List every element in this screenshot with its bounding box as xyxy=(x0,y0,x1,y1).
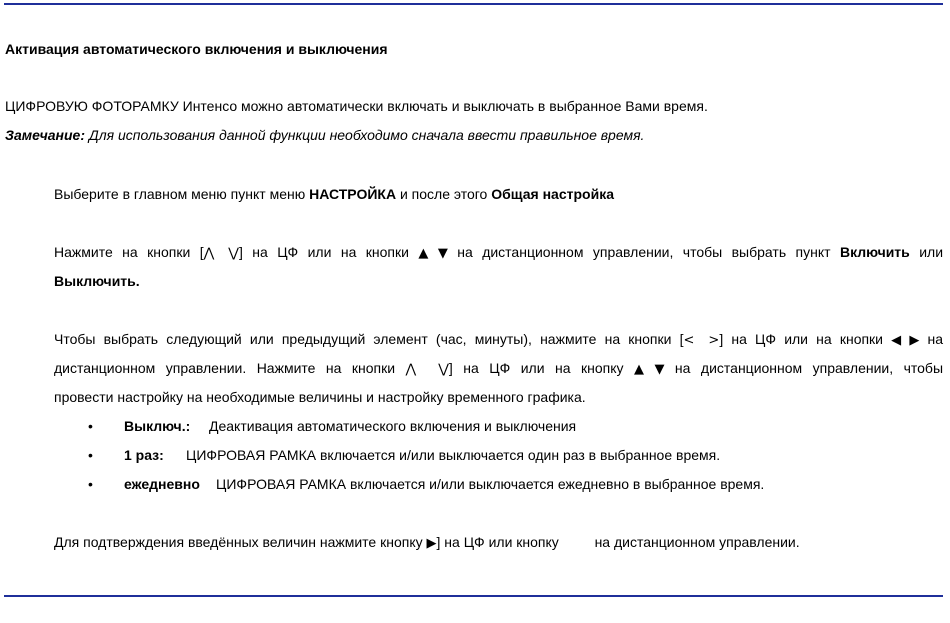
step2-text-a: Нажмите на кнопки [ xyxy=(54,244,204,260)
step3-text-b: ] на ЦФ или на кнопки xyxy=(719,331,892,347)
option-description: ЦИФРОВАЯ РАМКА включается и/или выключается ежедневно в выбранное время. xyxy=(216,476,765,492)
step3-text-e: ] на ЦФ или на кнопку xyxy=(448,360,634,376)
step2-text-d: или xyxy=(909,244,944,260)
bottom-divider xyxy=(4,595,943,597)
down-triangle-icon: ▼ xyxy=(654,362,665,377)
option-off-label: Выключить. xyxy=(54,273,140,289)
step3-text-d: дистанционном управлении. Нажмите на кнопки xyxy=(54,360,406,376)
step4-text-a: Для подтверждения введённых величин нажмите кнопку xyxy=(54,534,427,550)
step4-text-b: ] на ЦФ или кнопку xyxy=(436,534,563,550)
section-heading: Активация автоматического включения и выключения xyxy=(5,41,388,57)
option-term: 1 раз: xyxy=(124,447,164,463)
bullet-icon: • xyxy=(88,447,93,463)
up-triangle-icon: ▲ xyxy=(633,362,644,377)
right-triangle-icon: ▶ xyxy=(909,333,920,348)
step-select-settings xyxy=(54,180,943,209)
left-triangle-icon: ◀ xyxy=(891,333,902,348)
intro-paragraph: ЦИФРОВУЮ ФОТОРАМКУ Интенсо можно автоматически включать и выключать в выбранное Вами время. xyxy=(5,98,708,114)
down-chevron-icon: ⋁ xyxy=(228,246,239,261)
up-chevron-icon: ⋀ xyxy=(405,362,417,377)
left-chevron-icon: < xyxy=(683,333,695,348)
top-divider xyxy=(4,3,943,5)
note-text: Для использования данной функции необходимо сначала ввести правильное время. xyxy=(84,127,645,143)
step3-text-f: на дистанционном управлении, чтобы xyxy=(664,360,944,376)
step1-text-middle: и после этого xyxy=(396,186,492,202)
note-label: Замечание: xyxy=(5,127,85,143)
menu-settings-label: НАСТРОЙКА xyxy=(309,186,397,202)
step2-line-1 xyxy=(54,238,943,267)
note-paragraph xyxy=(5,126,644,144)
list-item xyxy=(88,412,764,441)
bullet-icon: • xyxy=(88,476,93,492)
step-adjust-values xyxy=(54,325,943,412)
list-item xyxy=(88,470,764,499)
option-on-label: Включить xyxy=(839,244,910,260)
general-settings-label: Общая настройка xyxy=(491,186,614,202)
option-description: Деактивация автоматического включения и выключения xyxy=(209,418,577,434)
list-item xyxy=(88,441,764,470)
up-chevron-icon: ⋀ xyxy=(203,246,215,261)
step-choose-on-off xyxy=(54,238,943,296)
right-chevron-icon: > xyxy=(708,333,720,348)
step3-text-a: Чтобы выбрать следующий или предыдущий элемент (час, минуты), нажмите на кнопки [ xyxy=(54,331,684,347)
bullet-icon: • xyxy=(88,418,93,434)
up-triangle-icon: ▲ xyxy=(418,246,429,261)
right-triangle-icon: ▶ xyxy=(426,536,437,551)
step3-text-c: на xyxy=(919,331,944,347)
step2-text-c: на дистанционном управлении, чтобы выбрать пункт xyxy=(447,244,840,260)
step-confirm xyxy=(54,528,943,558)
mode-options-list xyxy=(88,412,764,499)
down-triangle-icon: ▼ xyxy=(437,246,448,261)
option-term: ежедневно xyxy=(124,476,200,492)
option-description: ЦИФРОВАЯ РАМКА включается и/или выключается один раз в выбранное время. xyxy=(186,447,721,463)
step4-text-c: на дистанционном управлении. xyxy=(590,534,800,550)
step2-text-b: ] на ЦФ или на кнопки xyxy=(238,244,419,260)
step1-text: Выберите в главном меню пункт меню xyxy=(54,186,310,202)
step2-line-2 xyxy=(54,267,943,296)
step3-line-3: провести настройку на необходимые величины и настройку временного графика. xyxy=(54,389,586,405)
step3-line-2 xyxy=(54,354,943,383)
option-term: Выключ.: xyxy=(124,418,191,434)
step3-line-1 xyxy=(54,325,943,354)
down-chevron-icon: ⋁ xyxy=(438,362,449,377)
